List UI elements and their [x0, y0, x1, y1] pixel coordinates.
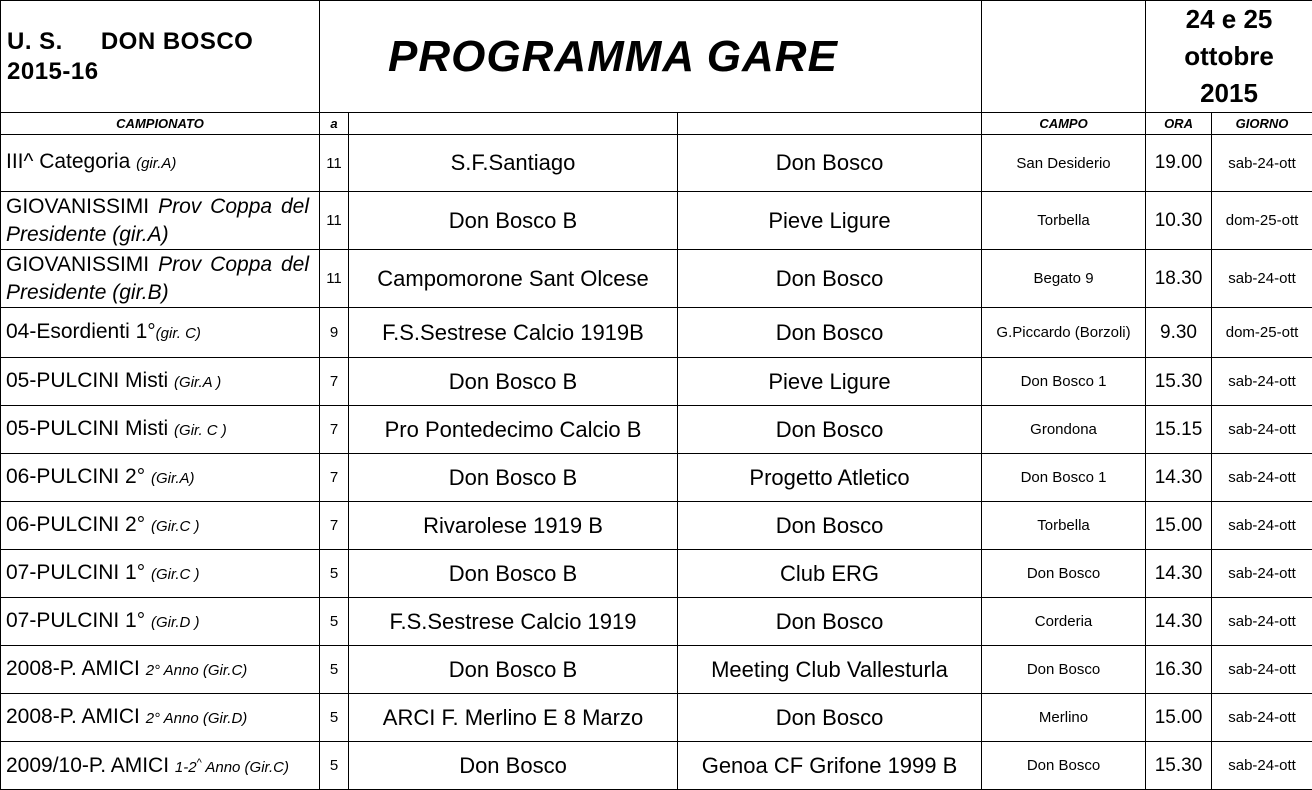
- venue: Don Bosco: [982, 550, 1146, 598]
- round: 7: [320, 358, 349, 406]
- day: sab-24-ott: [1212, 454, 1312, 502]
- date-line-2: ottobre: [1184, 41, 1274, 71]
- away-team: Meeting Club Vallesturla: [678, 646, 982, 694]
- date-line-1: 24 e 25: [1186, 4, 1273, 34]
- away-team: Pieve Ligure: [678, 192, 982, 250]
- match-row: [1, 192, 1312, 250]
- category-main: 2008-P. AMICI: [6, 705, 146, 728]
- col-giorno: GIORNO: [1212, 113, 1312, 135]
- day: sab-24-ott: [1212, 742, 1312, 790]
- col-round: a: [320, 113, 349, 135]
- venue: Don Bosco 1: [982, 358, 1146, 406]
- category-detail: (gir. C): [156, 325, 201, 342]
- date-cell: [1146, 1, 1312, 113]
- column-header-row: [1, 113, 1312, 135]
- category: [1, 358, 320, 406]
- day: dom-25-ott: [1212, 192, 1312, 250]
- org-prefix: U. S.: [7, 28, 63, 55]
- day: dom-25-ott: [1212, 308, 1312, 358]
- away-team: Don Bosco: [678, 250, 982, 308]
- time: 16.30: [1146, 646, 1212, 694]
- time: 9.30: [1146, 308, 1212, 358]
- home-team: F.S.Sestrese Calcio 1919B: [349, 308, 678, 358]
- match-row: [1, 598, 1312, 646]
- time: 15.00: [1146, 502, 1212, 550]
- match-row: [1, 358, 1312, 406]
- venue: Merlino: [982, 694, 1146, 742]
- category: [1, 742, 320, 790]
- round: 5: [320, 694, 349, 742]
- category-main: 06-PULCINI 2°: [6, 513, 151, 536]
- org-name: DON BOSCO: [101, 28, 254, 55]
- category-detail: [175, 759, 289, 776]
- category-year: 1-2: [175, 759, 197, 776]
- category: [1, 192, 320, 250]
- away-team: Pieve Ligure: [678, 358, 982, 406]
- category-detail: (Gir.C ): [151, 566, 200, 583]
- round: 11: [320, 192, 349, 250]
- match-rows: [1, 135, 1312, 790]
- category-detail: (Gir.A): [151, 470, 195, 487]
- away-team: Don Bosco: [678, 308, 982, 358]
- match-row: [1, 250, 1312, 308]
- venue: Don Bosco: [982, 646, 1146, 694]
- category-main: 07-PULCINI 1°: [6, 609, 151, 632]
- day: sab-24-ott: [1212, 646, 1312, 694]
- home-team: ARCI F. Merlino E 8 Marzo: [349, 694, 678, 742]
- category: [1, 135, 320, 192]
- round: 5: [320, 598, 349, 646]
- date-line-3: 2015: [1200, 78, 1258, 108]
- away-team: Don Bosco: [678, 135, 982, 192]
- home-team: Campomorone Sant Olcese: [349, 250, 678, 308]
- category-detail: (Gir. C ): [174, 422, 227, 439]
- col-home-blank: [349, 113, 678, 135]
- home-team: Don Bosco B: [349, 358, 678, 406]
- away-team: Don Bosco: [678, 694, 982, 742]
- category-main: 2009/10-P. AMICI: [6, 754, 175, 777]
- day: sab-24-ott: [1212, 694, 1312, 742]
- match-row: [1, 742, 1312, 790]
- day: sab-24-ott: [1212, 135, 1312, 192]
- category-detail: (Gir.A ): [174, 374, 221, 391]
- time: 15.15: [1146, 406, 1212, 454]
- home-team: Pro Pontedecimo Calcio B: [349, 406, 678, 454]
- col-ora: ORA: [1146, 113, 1212, 135]
- season: 2015-16: [7, 58, 99, 85]
- category-detail: (Gir.C ): [151, 518, 200, 535]
- category-main: 07-PULCINI 1°: [6, 561, 151, 584]
- category: [1, 598, 320, 646]
- time: 18.30: [1146, 250, 1212, 308]
- round: 5: [320, 646, 349, 694]
- venue: Torbella: [982, 502, 1146, 550]
- match-row: [1, 550, 1312, 598]
- page-title: PROGRAMMA GARE: [320, 1, 982, 113]
- round: 9: [320, 308, 349, 358]
- round: 5: [320, 742, 349, 790]
- category-main: 04-Esordienti 1°: [6, 320, 156, 343]
- venue: Begato 9: [982, 250, 1146, 308]
- home-team: Don Bosco B: [349, 646, 678, 694]
- time: 15.00: [1146, 694, 1212, 742]
- category: [1, 550, 320, 598]
- header-row: [1, 1, 1312, 113]
- category-detail: (Gir.D ): [151, 614, 200, 631]
- col-campo: CAMPO: [982, 113, 1146, 135]
- time: 15.30: [1146, 358, 1212, 406]
- venue: G.Piccardo (Borzoli): [982, 308, 1146, 358]
- away-team: Progetto Atletico: [678, 454, 982, 502]
- time: 14.30: [1146, 454, 1212, 502]
- round: 11: [320, 135, 349, 192]
- away-team: Club ERG: [678, 550, 982, 598]
- org-cell: [1, 1, 320, 113]
- match-row: [1, 646, 1312, 694]
- category: [1, 308, 320, 358]
- day: sab-24-ott: [1212, 598, 1312, 646]
- category-main: 2008-P. AMICI: [6, 657, 146, 680]
- day: sab-24-ott: [1212, 250, 1312, 308]
- home-team: Don Bosco B: [349, 550, 678, 598]
- category-main: 05-PULCINI Misti: [6, 369, 174, 392]
- category-detail: 2° Anno (Gir.C): [146, 662, 248, 679]
- home-team: F.S.Sestrese Calcio 1919: [349, 598, 678, 646]
- category-group: Anno (Gir.C): [202, 759, 289, 776]
- time: 19.00: [1146, 135, 1212, 192]
- home-team: S.F.Santiago: [349, 135, 678, 192]
- away-team: Don Bosco: [678, 598, 982, 646]
- category-detail: Prov Coppa del Presidente (gir.B): [6, 253, 309, 304]
- venue: Corderia: [982, 598, 1146, 646]
- day: sab-24-ott: [1212, 358, 1312, 406]
- category: [1, 406, 320, 454]
- day: sab-24-ott: [1212, 406, 1312, 454]
- round: 7: [320, 502, 349, 550]
- category-sup: ^: [197, 757, 202, 769]
- header-blank: [982, 1, 1146, 113]
- venue: Don Bosco 1: [982, 454, 1146, 502]
- home-team: Don Bosco: [349, 742, 678, 790]
- venue: Grondona: [982, 406, 1146, 454]
- round: 11: [320, 250, 349, 308]
- category-main: GIOVANISSIMI: [6, 195, 158, 218]
- away-team: Don Bosco: [678, 502, 982, 550]
- time: 14.30: [1146, 550, 1212, 598]
- category-main: III^ Categoria: [6, 150, 136, 173]
- away-team: Genoa CF Grifone 1999 B: [678, 742, 982, 790]
- match-row: [1, 502, 1312, 550]
- category-detail: Prov Coppa del Presidente (gir.A): [6, 195, 309, 246]
- venue: San Desiderio: [982, 135, 1146, 192]
- day: sab-24-ott: [1212, 502, 1312, 550]
- match-row: [1, 406, 1312, 454]
- category: [1, 502, 320, 550]
- category-detail: 2° Anno (Gir.D): [146, 710, 248, 727]
- match-row: [1, 308, 1312, 358]
- away-team: Don Bosco: [678, 406, 982, 454]
- time: 15.30: [1146, 742, 1212, 790]
- col-campionato: CAMPIONATO: [1, 113, 320, 135]
- match-row: [1, 694, 1312, 742]
- col-away-blank: [678, 113, 982, 135]
- home-team: Don Bosco B: [349, 192, 678, 250]
- home-team: Don Bosco B: [349, 454, 678, 502]
- category-main: 06-PULCINI 2°: [6, 465, 151, 488]
- category-detail: (gir.A): [136, 155, 176, 172]
- category: [1, 250, 320, 308]
- round: 7: [320, 454, 349, 502]
- time: 14.30: [1146, 598, 1212, 646]
- venue: Don Bosco: [982, 742, 1146, 790]
- category: [1, 694, 320, 742]
- venue: Torbella: [982, 192, 1146, 250]
- round: 7: [320, 406, 349, 454]
- day: sab-24-ott: [1212, 550, 1312, 598]
- match-row: [1, 454, 1312, 502]
- category-main: GIOVANISSIMI: [6, 253, 158, 276]
- round: 5: [320, 550, 349, 598]
- time: 10.30: [1146, 192, 1212, 250]
- category-main: 05-PULCINI Misti: [6, 417, 174, 440]
- match-row: [1, 135, 1312, 192]
- home-team: Rivarolese 1919 B: [349, 502, 678, 550]
- category: [1, 454, 320, 502]
- category: [1, 646, 320, 694]
